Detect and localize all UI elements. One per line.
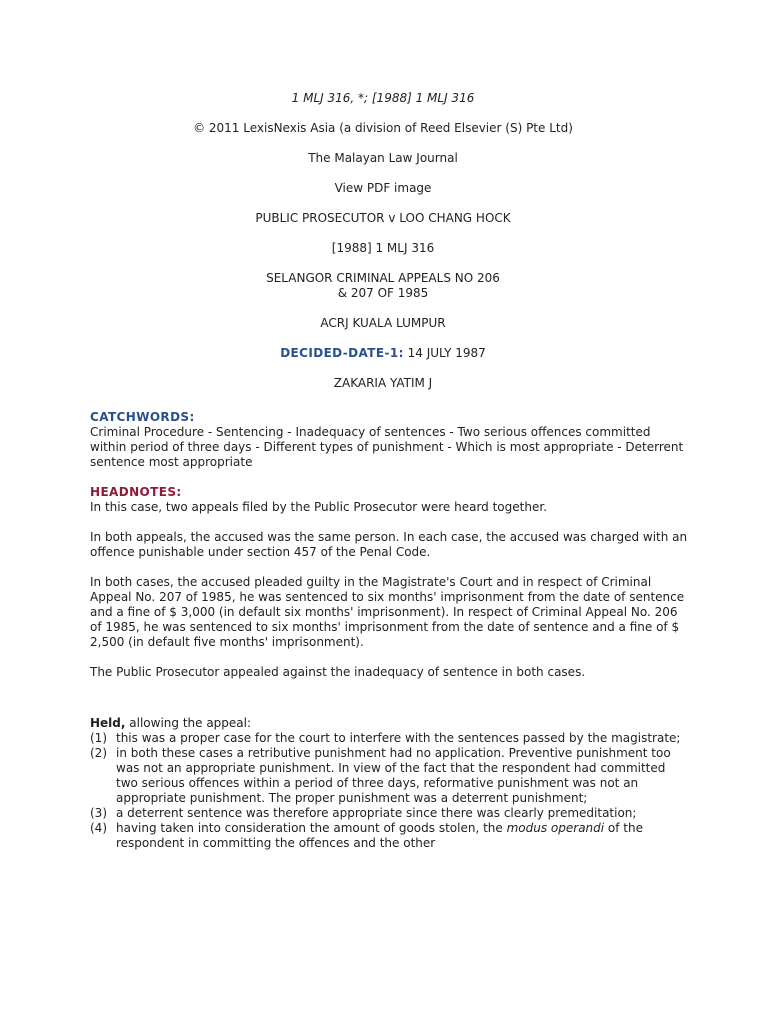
headnotes-section bbox=[90, 485, 690, 515]
held-intro-text: allowing the appeal: bbox=[125, 716, 252, 730]
held-item-text: a deterrent sentence was therefore appropriate since there was clearly premeditation; bbox=[116, 806, 637, 820]
held-label: Held, bbox=[90, 716, 126, 730]
held-item bbox=[90, 731, 690, 746]
held-list bbox=[90, 731, 690, 851]
held-item-number: (4) bbox=[90, 821, 107, 835]
case-body bbox=[90, 410, 690, 695]
decided-date-label: DECIDED-DATE-1: bbox=[280, 346, 404, 360]
held-item-number: (1) bbox=[90, 731, 107, 745]
held-item-number: (3) bbox=[90, 806, 107, 820]
held-item bbox=[90, 746, 690, 806]
held-item-text-continued: of the respondent in committing the offences and the other bbox=[116, 821, 643, 850]
appeal-line-2: & 207 OF 1985 bbox=[337, 286, 429, 300]
catchwords-label: CATCHWORDS: bbox=[90, 410, 195, 424]
headnote-paragraph: The Public Prosecutor appealed against the inadequacy of sentence in both cases. bbox=[90, 665, 586, 679]
catchwords-section bbox=[90, 410, 690, 470]
catchwords-text: Criminal Procedure - Sentencing - Inadequacy of sentences - Two serious offences committed within period of three days - Different types of punishment - Which is most appropriate - Deterrent sentence most appropriate bbox=[90, 425, 684, 469]
citation: 1 MLJ 316, *; [1988] 1 MLJ 316 bbox=[291, 91, 475, 105]
view-pdf-link[interactable]: View PDF image bbox=[334, 181, 432, 195]
headnote-paragraph: In this case, two appeals filed by the Public Prosecutor were heard together. bbox=[90, 500, 547, 514]
held-item-number: (2) bbox=[90, 746, 107, 760]
held-item bbox=[90, 821, 690, 851]
held-item-text: in both these cases a retributive punishment had no application. Preventive punishment too was not an appropriate punishment. In view of the fact that the respondent had committed two serious offences within a period of three days, reformative punishment was not an appropriate punishment. The proper punishment was a deterrent punishment; bbox=[116, 746, 671, 805]
appeal-numbers bbox=[90, 271, 676, 301]
decided-date bbox=[90, 346, 676, 361]
held-item-italic-term: modus operandi bbox=[506, 821, 605, 835]
citation-short: [1988] 1 MLJ 316 bbox=[331, 241, 435, 255]
headnote-paragraph: In both appeals, the accused was the same person. In each case, the accused was charged with an offence punishable under section 457 of the Penal Code. bbox=[90, 530, 688, 559]
held-item-text: having taken into consideration the amount of goods stolen, the bbox=[116, 821, 507, 835]
held-section bbox=[90, 716, 690, 851]
decided-date-value: 14 JULY 1987 bbox=[407, 346, 486, 360]
copyright-notice: © 2011 LexisNexis Asia (a division of Reed Elsevier (S) Pte Ltd) bbox=[193, 121, 573, 135]
journal-name: The Malayan Law Journal bbox=[308, 151, 458, 165]
held-intro bbox=[90, 716, 690, 731]
case-header bbox=[90, 91, 676, 406]
headnote-paragraph: In both cases, the accused pleaded guilty in the Magistrate's Court and in respect of Criminal Appeal No. 207 of 1985, he was sentenced to six months' imprisonment from the date of sentence and a fine of $ 3,000 (in default six months' imprisonment). In respect of Criminal Appeal No. 206 of 1985, he was sentenced to six months' imprisonment from the date of sentence and a fine of $ 2,500 (in default five months' imprisonment). bbox=[90, 575, 685, 649]
judge-name: ZAKARIA YATIM J bbox=[333, 376, 433, 390]
held-item-text: this was a proper case for the court to interfere with the sentences passed by the magistrate; bbox=[116, 731, 681, 745]
case-name: PUBLIC PROSECUTOR v LOO CHANG HOCK bbox=[255, 211, 511, 225]
appeal-line-1: SELANGOR CRIMINAL APPEALS NO 206 bbox=[266, 271, 500, 285]
headnotes-label: HEADNOTES: bbox=[90, 485, 182, 499]
held-item bbox=[90, 806, 690, 821]
court-name: ACRJ KUALA LUMPUR bbox=[320, 316, 446, 330]
